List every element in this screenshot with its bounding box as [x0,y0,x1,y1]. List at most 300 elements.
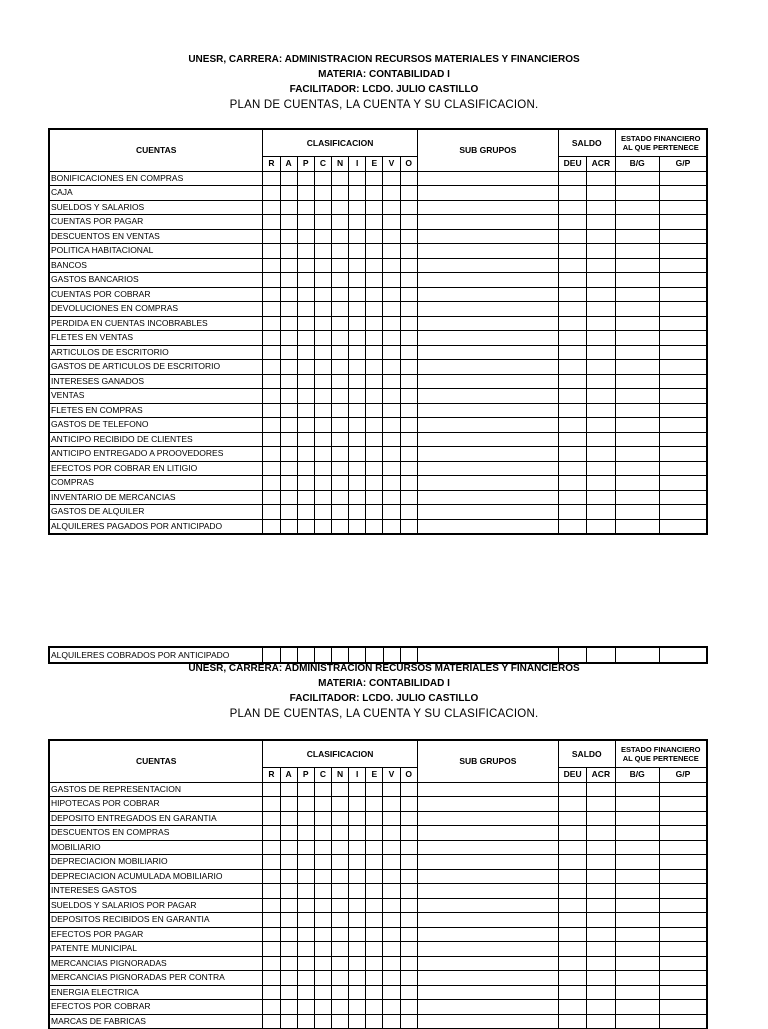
classification-cell[interactable] [349,1014,366,1029]
classification-cell[interactable] [383,360,400,375]
saldo-deu-cell[interactable] [559,913,587,928]
classification-cell[interactable] [297,258,314,273]
classification-cell[interactable] [366,956,383,971]
classification-cell[interactable] [331,403,348,418]
classification-cell[interactable] [400,273,417,288]
classification-cell[interactable] [280,331,297,346]
classification-cell[interactable] [297,287,314,302]
saldo-acr-cell[interactable] [587,519,615,534]
classification-cell[interactable] [263,461,280,476]
classification-cell[interactable] [331,927,348,942]
sub-group-cell[interactable] [417,331,558,346]
classification-cell[interactable] [297,898,314,913]
classification-cell[interactable] [331,345,348,360]
sub-group-cell[interactable] [417,927,558,942]
classification-cell[interactable] [383,476,400,491]
classification-cell[interactable] [400,985,417,1000]
classification-cell[interactable] [331,461,348,476]
classification-cell[interactable] [383,447,400,462]
classification-cell[interactable] [349,782,366,797]
classification-cell[interactable] [314,985,331,1000]
classification-cell[interactable] [314,811,331,826]
saldo-acr-cell[interactable] [587,447,615,462]
classification-cell[interactable] [366,855,383,870]
estado-bg-cell[interactable] [615,273,659,288]
classification-cell[interactable] [400,200,417,215]
classification-cell[interactable] [297,171,314,186]
classification-cell[interactable] [314,215,331,230]
sub-group-cell[interactable] [417,432,558,447]
estado-bg-cell[interactable] [615,287,659,302]
sub-group-cell[interactable] [417,505,558,520]
classification-cell[interactable] [383,258,400,273]
classification-cell[interactable] [349,374,366,389]
classification-cell[interactable] [331,418,348,433]
classification-cell[interactable] [331,519,348,534]
classification-cell[interactable] [383,1014,400,1029]
estado-gp-cell[interactable] [659,855,707,870]
saldo-deu-cell[interactable] [559,490,587,505]
classification-cell[interactable] [314,1000,331,1015]
classification-cell[interactable] [366,432,383,447]
classification-cell[interactable] [383,316,400,331]
classification-cell[interactable] [297,1014,314,1029]
classification-cell[interactable] [349,942,366,957]
saldo-deu-cell[interactable] [559,215,587,230]
estado-gp-cell[interactable] [659,287,707,302]
sub-group-cell[interactable] [417,797,558,812]
classification-cell[interactable] [383,913,400,928]
classification-cell[interactable] [280,461,297,476]
sub-group-cell[interactable] [417,287,558,302]
classification-cell[interactable] [400,1014,417,1029]
estado-gp-cell[interactable] [659,942,707,957]
classification-cell[interactable] [297,519,314,534]
estado-gp-cell[interactable] [659,869,707,884]
classification-cell[interactable] [331,971,348,986]
saldo-acr-cell[interactable] [587,345,615,360]
classification-cell[interactable] [349,898,366,913]
classification-cell[interactable] [400,869,417,884]
sub-group-cell[interactable] [417,389,558,404]
classification-cell[interactable] [366,490,383,505]
classification-cell[interactable] [314,476,331,491]
classification-cell[interactable] [297,826,314,841]
sub-group-cell[interactable] [417,476,558,491]
saldo-deu-cell[interactable] [559,273,587,288]
classification-cell[interactable] [331,273,348,288]
estado-gp-cell[interactable] [659,884,707,899]
estado-bg-cell[interactable] [615,782,659,797]
classification-cell[interactable] [383,942,400,957]
sub-group-cell[interactable] [417,258,558,273]
classification-cell[interactable] [349,389,366,404]
classification-cell[interactable] [280,447,297,462]
estado-gp-cell[interactable] [659,316,707,331]
sub-group-cell[interactable] [417,200,558,215]
sub-group-cell[interactable] [417,215,558,230]
classification-cell[interactable] [400,898,417,913]
classification-cell[interactable] [383,840,400,855]
saldo-acr-cell[interactable] [587,360,615,375]
classification-cell[interactable] [263,302,280,317]
classification-cell[interactable] [314,797,331,812]
saldo-acr-cell[interactable] [587,200,615,215]
classification-cell[interactable] [263,258,280,273]
classification-cell[interactable] [400,797,417,812]
classification-cell[interactable] [280,476,297,491]
estado-gp-cell[interactable] [659,1014,707,1029]
estado-gp-cell[interactable] [659,985,707,1000]
classification-cell[interactable] [349,418,366,433]
classification-cell[interactable] [383,490,400,505]
estado-gp-cell[interactable] [659,273,707,288]
classification-cell[interactable] [297,811,314,826]
sub-group-cell[interactable] [417,403,558,418]
sub-group-cell[interactable] [417,942,558,957]
classification-cell[interactable] [297,797,314,812]
estado-gp-cell[interactable] [659,490,707,505]
classification-cell[interactable] [400,316,417,331]
sub-group-cell[interactable] [417,1014,558,1029]
classification-cell[interactable] [383,418,400,433]
estado-gp-cell[interactable] [659,418,707,433]
classification-cell[interactable] [280,186,297,201]
estado-bg-cell[interactable] [615,215,659,230]
sub-group-cell[interactable] [417,826,558,841]
classification-cell[interactable] [349,869,366,884]
sub-group-cell[interactable] [417,913,558,928]
classification-cell[interactable] [280,840,297,855]
saldo-acr-cell[interactable] [587,855,615,870]
classification-cell[interactable] [400,418,417,433]
classification-cell[interactable] [263,403,280,418]
classification-cell[interactable] [263,869,280,884]
estado-bg-cell[interactable] [615,797,659,812]
estado-gp-cell[interactable] [659,258,707,273]
estado-gp-cell[interactable] [659,360,707,375]
classification-cell[interactable] [383,519,400,534]
estado-gp-cell[interactable] [659,898,707,913]
classification-cell[interactable] [280,927,297,942]
saldo-deu-cell[interactable] [559,797,587,812]
classification-cell[interactable] [366,258,383,273]
classification-cell[interactable] [331,316,348,331]
estado-gp-cell[interactable] [659,476,707,491]
classification-cell[interactable] [331,782,348,797]
saldo-deu-cell[interactable] [559,898,587,913]
classification-cell[interactable] [400,186,417,201]
classification-cell[interactable] [297,273,314,288]
classification-cell[interactable] [297,403,314,418]
classification-cell[interactable] [314,826,331,841]
classification-cell[interactable] [297,913,314,928]
classification-cell[interactable] [349,331,366,346]
saldo-acr-cell[interactable] [587,956,615,971]
estado-gp-cell[interactable] [659,927,707,942]
estado-gp-cell[interactable] [659,345,707,360]
classification-cell[interactable] [314,360,331,375]
classification-cell[interactable] [314,927,331,942]
classification-cell[interactable] [280,389,297,404]
estado-bg-cell[interactable] [615,447,659,462]
classification-cell[interactable] [400,505,417,520]
classification-cell[interactable] [297,855,314,870]
sub-group-cell[interactable] [417,418,558,433]
classification-cell[interactable] [400,447,417,462]
classification-cell[interactable] [331,432,348,447]
classification-cell[interactable] [314,1014,331,1029]
saldo-deu-cell[interactable] [559,287,587,302]
classification-cell[interactable] [366,244,383,259]
classification-cell[interactable] [297,476,314,491]
saldo-deu-cell[interactable] [559,826,587,841]
estado-bg-cell[interactable] [615,884,659,899]
classification-cell[interactable] [280,374,297,389]
classification-cell[interactable] [383,1000,400,1015]
classification-cell[interactable] [297,186,314,201]
estado-bg-cell[interactable] [615,971,659,986]
sub-group-cell[interactable] [417,840,558,855]
classification-cell[interactable] [314,244,331,259]
classification-cell[interactable] [280,884,297,899]
sub-group-cell[interactable] [417,374,558,389]
classification-cell[interactable] [331,360,348,375]
saldo-deu-cell[interactable] [559,360,587,375]
classification-cell[interactable] [314,840,331,855]
classification-cell[interactable] [280,316,297,331]
classification-cell[interactable] [280,287,297,302]
saldo-acr-cell[interactable] [587,811,615,826]
estado-gp-cell[interactable] [659,403,707,418]
classification-cell[interactable] [400,927,417,942]
classification-cell[interactable] [366,826,383,841]
estado-gp-cell[interactable] [659,244,707,259]
classification-cell[interactable] [349,229,366,244]
estado-gp-cell[interactable] [659,811,707,826]
classification-cell[interactable] [366,884,383,899]
classification-cell[interactable] [366,345,383,360]
classification-cell[interactable] [331,287,348,302]
sub-group-cell[interactable] [417,1000,558,1015]
classification-cell[interactable] [366,215,383,230]
saldo-deu-cell[interactable] [559,316,587,331]
saldo-acr-cell[interactable] [587,418,615,433]
classification-cell[interactable] [331,1014,348,1029]
sub-group-cell[interactable] [417,345,558,360]
classification-cell[interactable] [280,360,297,375]
classification-cell[interactable] [400,840,417,855]
estado-gp-cell[interactable] [659,302,707,317]
classification-cell[interactable] [314,432,331,447]
classification-cell[interactable] [349,490,366,505]
classification-cell[interactable] [349,985,366,1000]
saldo-deu-cell[interactable] [559,186,587,201]
estado-bg-cell[interactable] [615,258,659,273]
classification-cell[interactable] [349,797,366,812]
classification-cell[interactable] [331,898,348,913]
classification-cell[interactable] [280,229,297,244]
classification-cell[interactable] [263,447,280,462]
classification-cell[interactable] [366,927,383,942]
classification-cell[interactable] [297,1000,314,1015]
sub-group-cell[interactable] [417,316,558,331]
classification-cell[interactable] [400,389,417,404]
classification-cell[interactable] [314,898,331,913]
estado-gp-cell[interactable] [659,840,707,855]
saldo-deu-cell[interactable] [559,869,587,884]
classification-cell[interactable] [400,461,417,476]
classification-cell[interactable] [366,447,383,462]
classification-cell[interactable] [400,884,417,899]
saldo-acr-cell[interactable] [587,186,615,201]
saldo-acr-cell[interactable] [587,884,615,899]
classification-cell[interactable] [400,229,417,244]
classification-cell[interactable] [263,229,280,244]
classification-cell[interactable] [314,403,331,418]
estado-gp-cell[interactable] [659,447,707,462]
classification-cell[interactable] [349,811,366,826]
saldo-acr-cell[interactable] [587,244,615,259]
sub-group-cell[interactable] [417,461,558,476]
estado-bg-cell[interactable] [615,1014,659,1029]
classification-cell[interactable] [331,171,348,186]
saldo-acr-cell[interactable] [587,942,615,957]
classification-cell[interactable] [366,229,383,244]
classification-cell[interactable] [349,287,366,302]
classification-cell[interactable] [331,826,348,841]
classification-cell[interactable] [314,971,331,986]
classification-cell[interactable] [280,782,297,797]
classification-cell[interactable] [331,1000,348,1015]
classification-cell[interactable] [297,840,314,855]
classification-cell[interactable] [349,476,366,491]
saldo-deu-cell[interactable] [559,971,587,986]
classification-cell[interactable] [314,186,331,201]
classification-cell[interactable] [349,345,366,360]
classification-cell[interactable] [349,855,366,870]
estado-bg-cell[interactable] [615,942,659,957]
classification-cell[interactable] [297,316,314,331]
estado-gp-cell[interactable] [659,1000,707,1015]
classification-cell[interactable] [366,869,383,884]
classification-cell[interactable] [331,447,348,462]
classification-cell[interactable] [263,927,280,942]
classification-cell[interactable] [383,171,400,186]
classification-cell[interactable] [314,258,331,273]
sub-group-cell[interactable] [417,171,558,186]
classification-cell[interactable] [297,956,314,971]
classification-cell[interactable] [349,1000,366,1015]
classification-cell[interactable] [331,200,348,215]
estado-gp-cell[interactable] [659,200,707,215]
sub-group-cell[interactable] [417,985,558,1000]
saldo-acr-cell[interactable] [587,171,615,186]
classification-cell[interactable] [263,418,280,433]
classification-cell[interactable] [280,1014,297,1029]
classification-cell[interactable] [280,200,297,215]
classification-cell[interactable] [314,942,331,957]
classification-cell[interactable] [263,432,280,447]
saldo-acr-cell[interactable] [587,913,615,928]
estado-bg-cell[interactable] [615,374,659,389]
estado-bg-cell[interactable] [615,811,659,826]
saldo-deu-cell[interactable] [559,461,587,476]
classification-cell[interactable] [400,331,417,346]
classification-cell[interactable] [349,884,366,899]
classification-cell[interactable] [263,171,280,186]
classification-cell[interactable] [366,171,383,186]
estado-bg-cell[interactable] [615,913,659,928]
saldo-acr-cell[interactable] [587,331,615,346]
classification-cell[interactable] [280,869,297,884]
classification-cell[interactable] [280,490,297,505]
estado-bg-cell[interactable] [615,316,659,331]
classification-cell[interactable] [366,519,383,534]
classification-cell[interactable] [383,215,400,230]
sub-group-cell[interactable] [417,782,558,797]
classification-cell[interactable] [331,302,348,317]
classification-cell[interactable] [366,374,383,389]
classification-cell[interactable] [297,200,314,215]
classification-cell[interactable] [349,316,366,331]
saldo-deu-cell[interactable] [559,229,587,244]
classification-cell[interactable] [263,942,280,957]
classification-cell[interactable] [297,418,314,433]
classification-cell[interactable] [383,971,400,986]
classification-cell[interactable] [297,302,314,317]
estado-gp-cell[interactable] [659,461,707,476]
classification-cell[interactable] [366,200,383,215]
classification-cell[interactable] [314,956,331,971]
classification-cell[interactable] [297,389,314,404]
estado-bg-cell[interactable] [615,331,659,346]
estado-bg-cell[interactable] [615,826,659,841]
classification-cell[interactable] [349,505,366,520]
classification-cell[interactable] [366,316,383,331]
saldo-acr-cell[interactable] [587,782,615,797]
classification-cell[interactable] [280,215,297,230]
classification-cell[interactable] [263,898,280,913]
classification-cell[interactable] [331,797,348,812]
estado-bg-cell[interactable] [615,1000,659,1015]
classification-cell[interactable] [366,782,383,797]
classification-cell[interactable] [297,985,314,1000]
saldo-deu-cell[interactable] [559,476,587,491]
classification-cell[interactable] [331,244,348,259]
classification-cell[interactable] [314,316,331,331]
classification-cell[interactable] [331,389,348,404]
classification-cell[interactable] [297,360,314,375]
classification-cell[interactable] [263,345,280,360]
classification-cell[interactable] [314,345,331,360]
classification-cell[interactable] [314,302,331,317]
classification-cell[interactable] [383,884,400,899]
classification-cell[interactable] [331,855,348,870]
classification-cell[interactable] [263,797,280,812]
classification-cell[interactable] [383,956,400,971]
estado-bg-cell[interactable] [615,345,659,360]
classification-cell[interactable] [383,811,400,826]
estado-bg-cell[interactable] [615,461,659,476]
classification-cell[interactable] [297,374,314,389]
classification-cell[interactable] [400,519,417,534]
estado-gp-cell[interactable] [659,797,707,812]
saldo-deu-cell[interactable] [559,1000,587,1015]
estado-gp-cell[interactable] [659,956,707,971]
classification-cell[interactable] [331,505,348,520]
saldo-acr-cell[interactable] [587,229,615,244]
